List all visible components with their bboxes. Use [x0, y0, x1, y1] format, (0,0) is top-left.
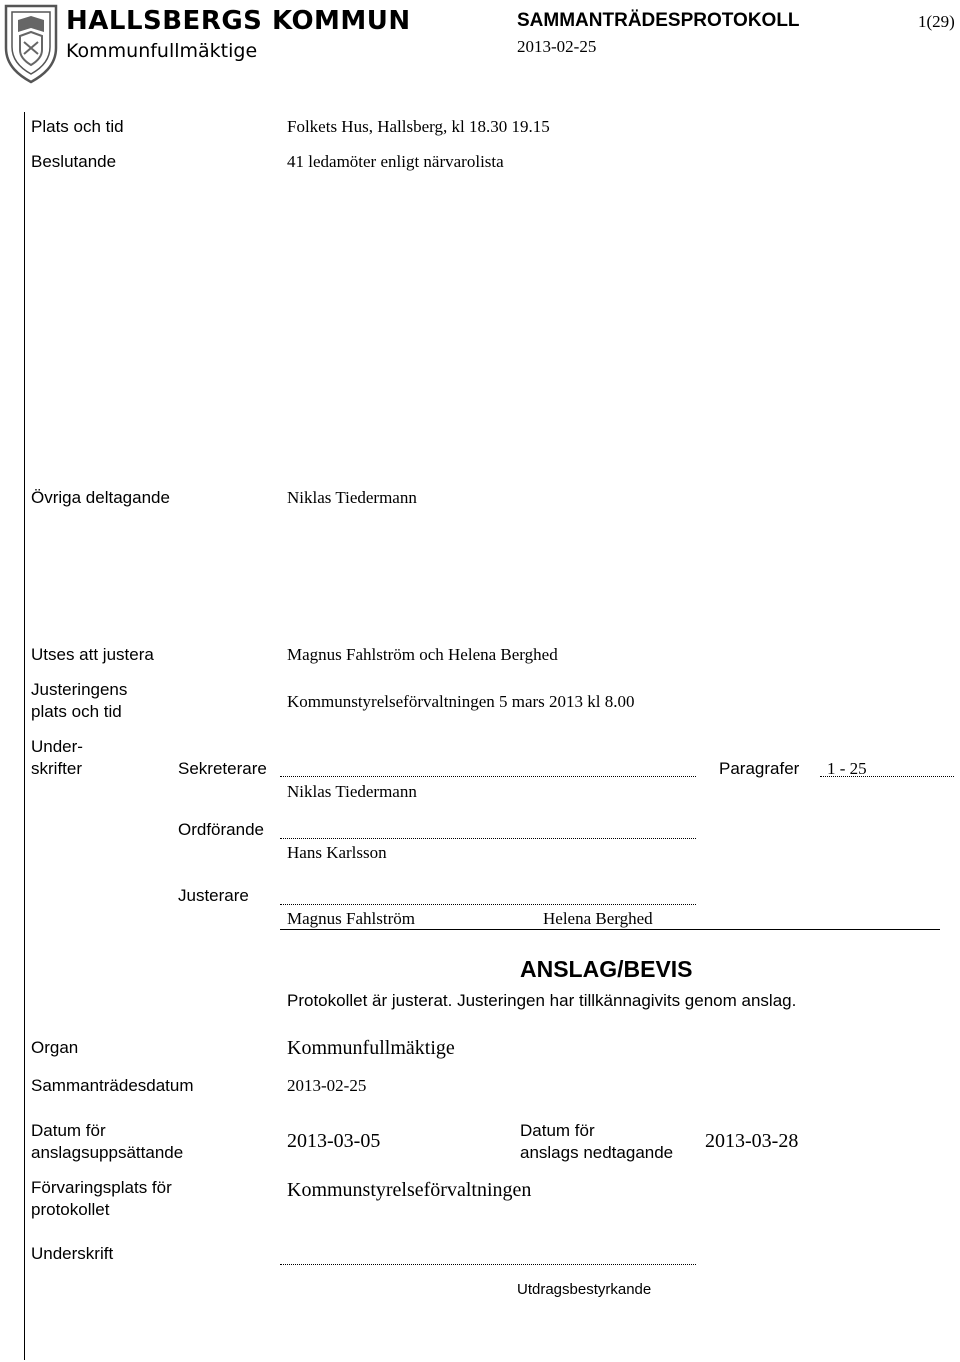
page-number: 1(29): [918, 12, 955, 31]
adjusters-signature-line: [280, 904, 696, 905]
paragraphs-line: [820, 776, 954, 777]
document-title: SAMMANTRÄDESPROTOKOLL: [517, 10, 800, 31]
certified-label: Utdragsbestyrkande: [517, 1281, 652, 1298]
decision-label: Beslutande: [31, 152, 117, 171]
storage-value: Kommunstyrelseförvaltningen: [287, 1179, 532, 1201]
removal-label-1: Datum för: [520, 1121, 595, 1140]
adjuster-1-name: Magnus Fahlström: [287, 909, 415, 928]
signature-line: [280, 1264, 696, 1265]
organ-label: Organ: [31, 1038, 79, 1057]
body-name: Kommunfullmäktige: [66, 40, 258, 62]
secretary-signature-line: [280, 776, 696, 777]
left-margin-rule: [24, 112, 25, 1360]
decision-value: 41 ledamöter enligt närvarolista: [287, 152, 504, 171]
adjust-place-value: Kommunstyrelseförvaltningen 5 mars 2013 kl 8.00: [287, 692, 635, 711]
signatures-label-1: Under-: [31, 737, 83, 756]
adjusters-label: Justerare: [178, 886, 249, 905]
paragraphs-label: Paragrafer: [719, 759, 800, 778]
chair-signature-line: [280, 838, 696, 839]
organ-value: Kommunfullmäktige: [287, 1037, 455, 1059]
notice-title: ANSLAG/BEVIS: [520, 956, 693, 982]
posting-label-1: Datum för: [31, 1121, 106, 1140]
adjust-label: Utses att justera: [31, 645, 154, 664]
secretary-label: Sekreterare: [178, 759, 267, 778]
paragraphs-value: 1 - 25: [827, 759, 867, 778]
meeting-date-value: 2013-02-25: [287, 1076, 367, 1095]
crest-icon: [2, 2, 60, 84]
adjust-place-label-1: Justeringens: [31, 680, 128, 699]
place-value: Folkets Hus, Hallsberg, kl 18.30 19.15: [287, 117, 550, 136]
storage-label-1: Förvaringsplats för: [31, 1178, 172, 1197]
others-value: Niklas Tiedermann: [287, 488, 417, 507]
municipality-name: HALLSBERGS KOMMUN: [66, 6, 411, 36]
chair-name: Hans Karlsson: [287, 843, 387, 862]
posting-value: 2013-03-05: [287, 1130, 381, 1152]
signatures-label-2: skrifter: [31, 759, 82, 778]
notice-statement: Protokollet är justerat. Justeringen har tillkännagivits genom anslag.: [287, 991, 797, 1010]
adjust-value: Magnus Fahlström och Helena Berghed: [287, 645, 558, 664]
removal-value: 2013-03-28: [705, 1130, 799, 1152]
section-divider: [280, 929, 940, 930]
municipality-logo: [2, 2, 60, 84]
place-label: Plats och tid: [31, 117, 124, 136]
header-date: 2013-02-25: [517, 37, 597, 56]
meeting-date-label: Sammanträdesdatum: [31, 1076, 194, 1095]
others-label: Övriga deltagande: [31, 488, 170, 507]
storage-label-2: protokollet: [31, 1200, 110, 1219]
signature-label: Underskrift: [31, 1244, 114, 1263]
chair-label: Ordförande: [178, 820, 264, 839]
adjust-place-label-2: plats och tid: [31, 702, 122, 721]
posting-label-2: anslagsuppsättande: [31, 1143, 184, 1162]
secretary-name: Niklas Tiedermann: [287, 782, 417, 801]
removal-label-2: anslags nedtagande: [520, 1143, 674, 1162]
adjuster-2-name: Helena Berghed: [543, 909, 653, 928]
